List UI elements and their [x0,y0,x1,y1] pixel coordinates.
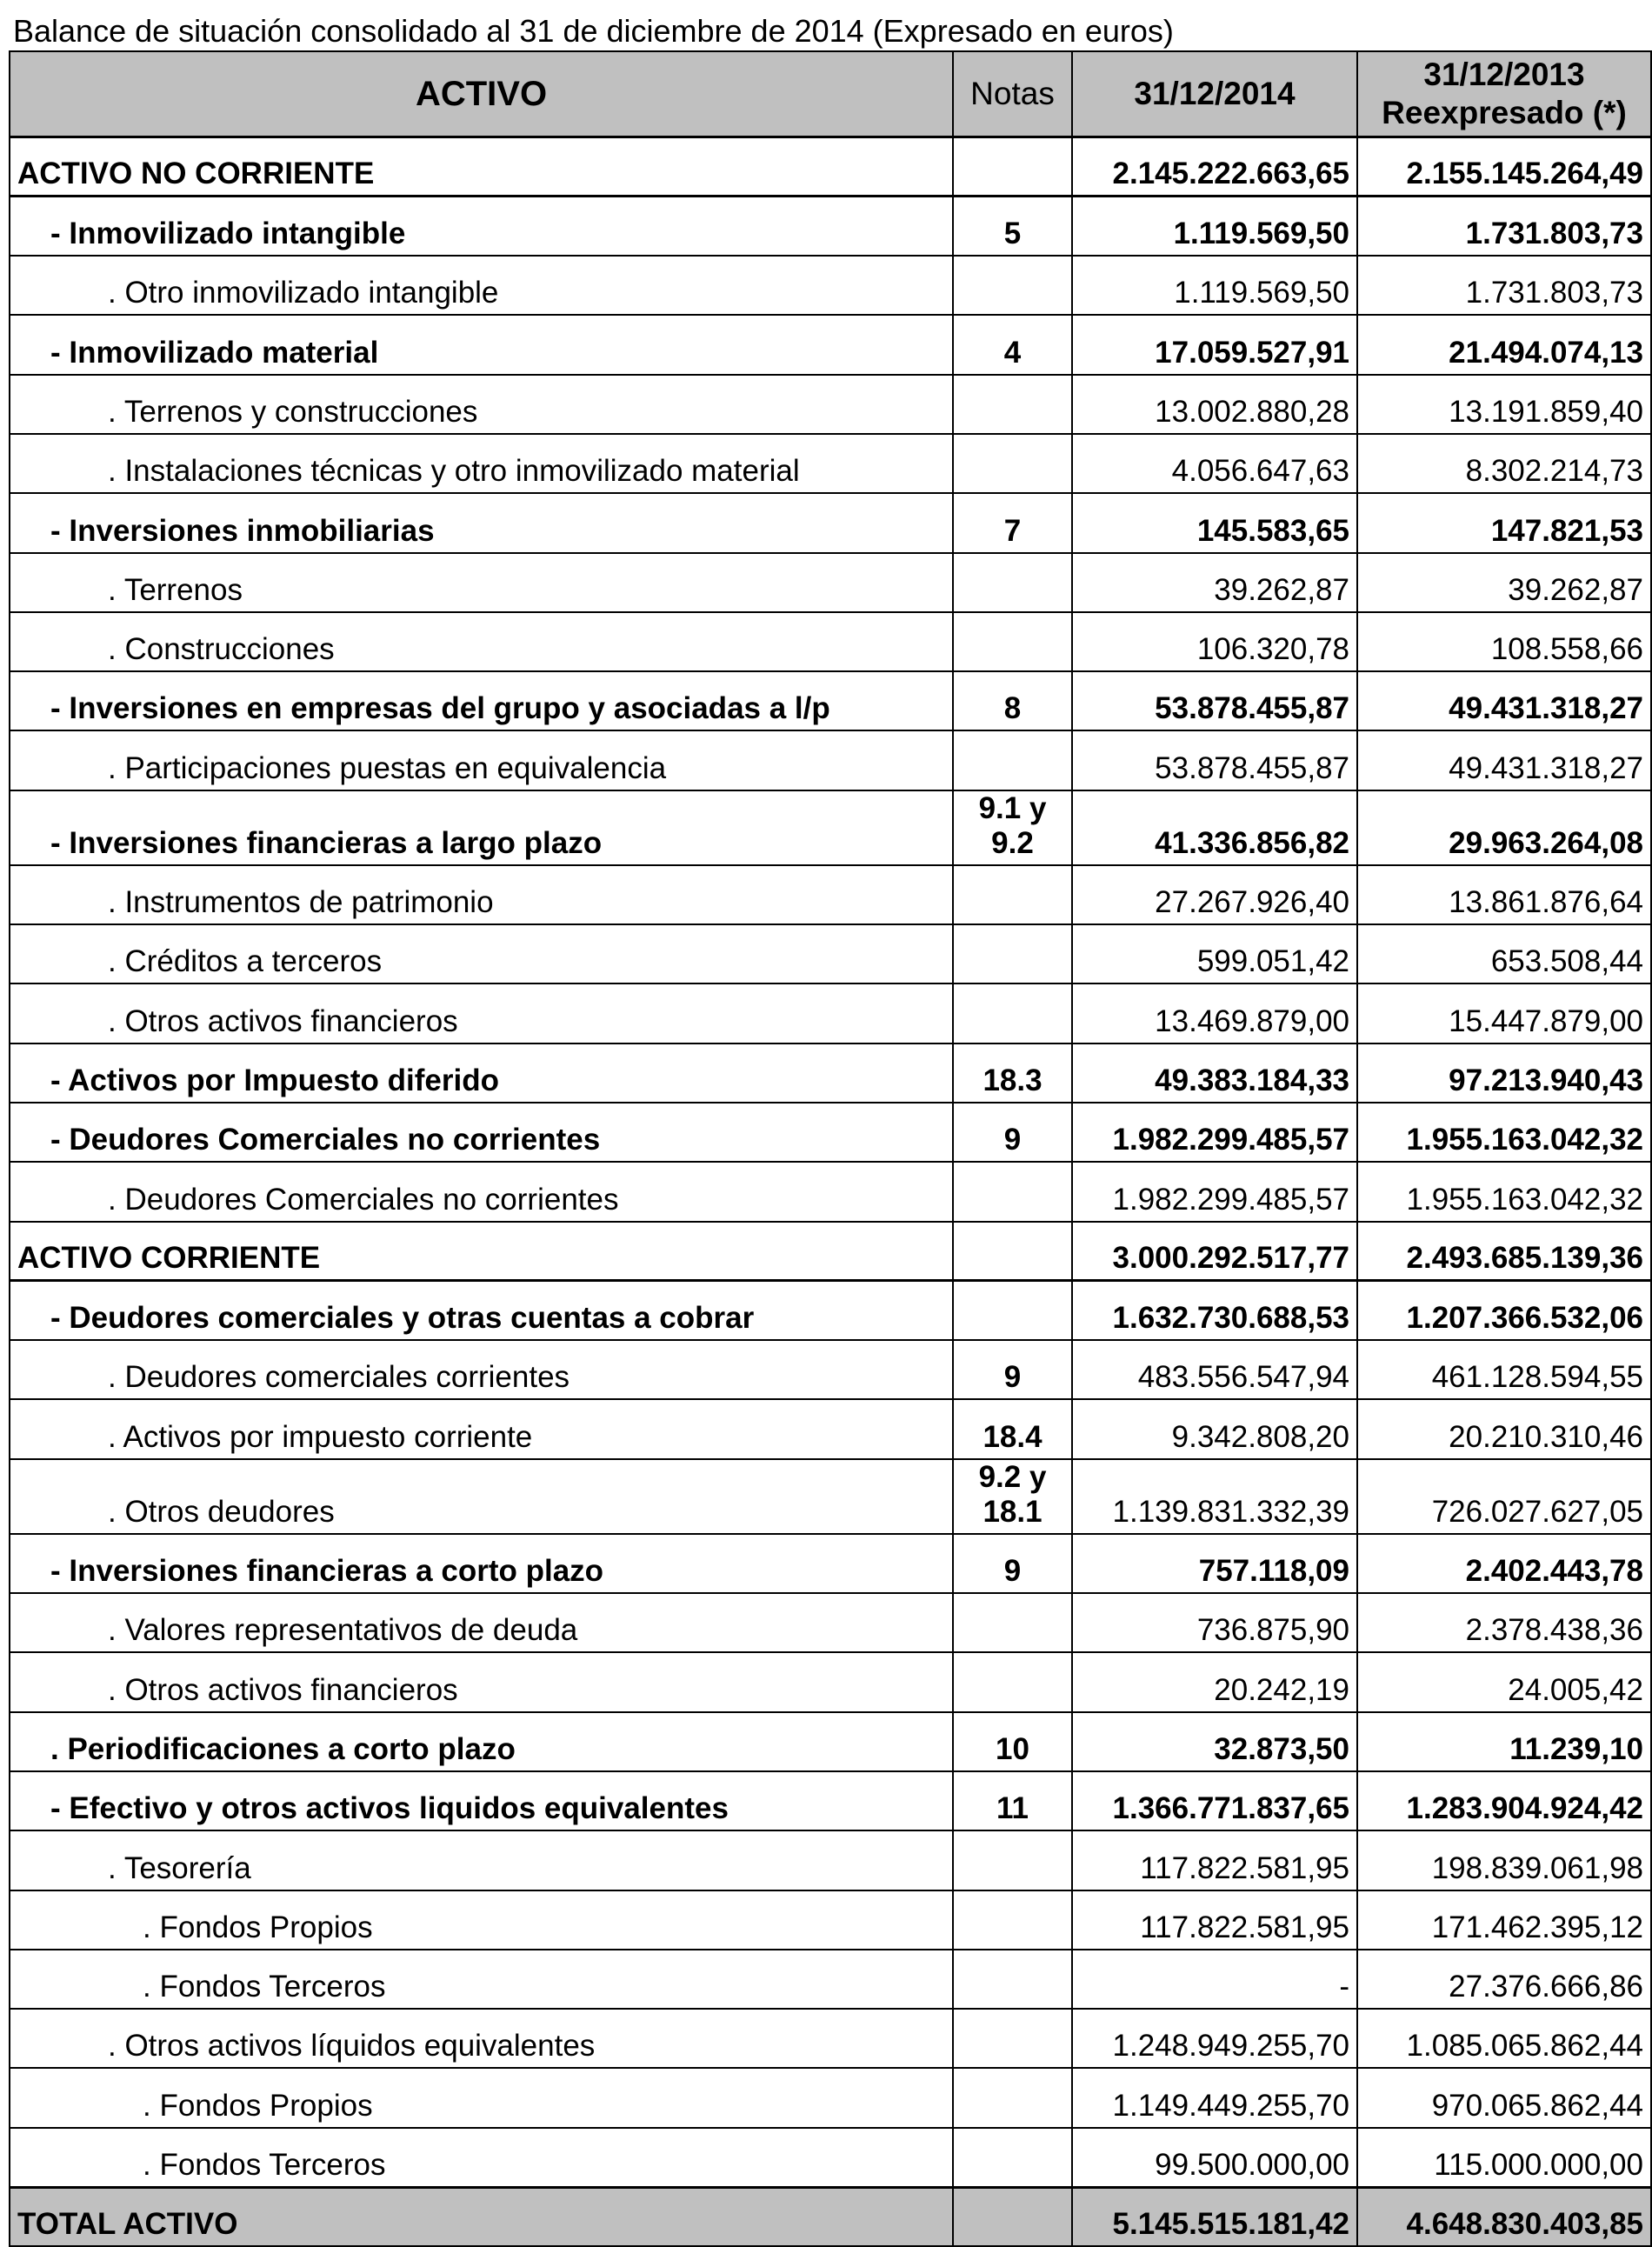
row-value-2013: 13.191.859,40 [1357,375,1651,434]
row-value-2014: 41.336.856,82 [1072,790,1357,865]
row-label: . Terrenos y construcciones [10,375,953,434]
row-notas [953,1830,1072,1890]
row-notas: 4 [953,315,1072,374]
row-value-2014: 1.982.299.485,57 [1072,1103,1357,1162]
table-row [10,865,1651,924]
row-value-2013: 108.558,66 [1357,612,1651,671]
row-value-2014: 53.878.455,87 [1072,730,1357,790]
table-row [10,1103,1651,1162]
notas-line: 18.1 [983,1494,1042,1529]
row-value-2013: 970.065.862,44 [1357,2068,1651,2127]
header-year-2013-date: 31/12/2013 [1423,57,1585,92]
table-row [10,1890,1651,1950]
row-value-2013: 21.494.074,13 [1357,315,1651,374]
table-row [10,1712,1651,1771]
row-label: . Tesorería [10,1830,953,1890]
row-label: . Otro inmovilizado intangible [10,256,953,315]
row-value-2014: 4.056.647,63 [1072,434,1357,493]
row-value-2013: 461.128.594,55 [1357,1340,1651,1399]
row-label: . Otros activos líquidos equivalentes [10,2009,953,2068]
row-notas [953,375,1072,434]
table-row [10,1950,1651,2009]
table-row [10,137,1651,197]
row-notas [953,612,1072,671]
row-label: . Fondos Terceros [10,1950,953,2009]
row-label: - Deudores comerciales y otras cuentas a cobrar [10,1281,953,1340]
row-value-2014: 27.267.926,40 [1072,865,1357,924]
row-label: . Participaciones puestas en equivalencia [10,730,953,790]
row-label: . Instrumentos de patrimonio [10,865,953,924]
row-value-2014: 145.583,65 [1072,493,1357,552]
row-label: . Deudores comerciales corrientes [10,1340,953,1399]
row-value-2014: - [1072,1950,1357,2009]
document-caption: Balance de situación consolidado al 31 de diciembre de 2014 (Expresado en euros) [13,13,1174,49]
header-year-2014: 31/12/2014 [1072,51,1357,137]
row-value-2014: 757.118,09 [1072,1534,1357,1593]
row-notas [953,2009,1072,2068]
row-value-2013: 1.207.366.532,06 [1357,1281,1651,1340]
row-notas [953,1162,1072,1221]
row-label: - Activos por Impuesto diferido [10,1043,953,1103]
table-row [10,983,1651,1043]
row-value-2013: 8.302.214,73 [1357,434,1651,493]
header-year-2013 [1357,51,1651,137]
table-row [10,1534,1651,1593]
row-value-2014: 1.982.299.485,57 [1072,1162,1357,1221]
row-value-2014: 736.875,90 [1072,1593,1357,1652]
row-notas: 8 [953,671,1072,730]
row-value-2013: 1.283.904.924,42 [1357,1771,1651,1830]
table-row [10,790,1651,865]
table-row [10,1399,1651,1458]
row-value-2014: 99.500.000,00 [1072,2128,1357,2187]
row-notas [953,1890,1072,1950]
row-notas: 9 [953,1534,1072,1593]
row-label: - Inmovilizado material [10,315,953,374]
row-value-2013: 147.821,53 [1357,493,1651,552]
row-label: . Otros deudores [10,1459,953,1534]
row-label: - Inversiones en empresas del grupo y asociadas a l/p [10,671,953,730]
table-row [10,730,1651,790]
row-value-2013: 171.462.395,12 [1357,1890,1651,1950]
table-row [10,612,1651,671]
notas-line: 9.2 y [978,1459,1047,1494]
row-notas: 7 [953,493,1072,552]
row-value-2013: 39.262,87 [1357,553,1651,612]
header-year-2013-note: Reexpresado (*) [1382,95,1627,130]
row-label: . Instalaciones técnicas y otro inmovilizado material [10,434,953,493]
row-notas [953,137,1072,197]
row-notas [953,2128,1072,2187]
row-value-2014: 1.632.730.688,53 [1072,1281,1357,1340]
row-label: . Valores representativos de deuda [10,1593,953,1652]
row-notas [953,1459,1072,1534]
row-value-2013: 653.508,44 [1357,924,1651,983]
row-value-2013: 49.431.318,27 [1357,671,1651,730]
row-label: - Inversiones financieras a corto plazo [10,1534,953,1593]
row-notas: 10 [953,1712,1072,1771]
table-row [10,1222,1651,1281]
row-value-2014: 1.248.949.255,70 [1072,2009,1357,2068]
table-row [10,1593,1651,1652]
row-notas: 9 [953,1340,1072,1399]
row-value-2014: 3.000.292.517,77 [1072,1222,1357,1281]
row-label: . Deudores Comerciales no corrientes [10,1162,953,1221]
row-value-2014: 32.873,50 [1072,1712,1357,1771]
header-notas: Notas [953,51,1072,137]
table-row [10,2068,1651,2127]
row-value-2013: 49.431.318,27 [1357,730,1651,790]
row-notas [953,1222,1072,1281]
row-notas [953,553,1072,612]
table-row [10,256,1651,315]
row-value-2013: 13.861.876,64 [1357,865,1651,924]
row-value-2013: 1.731.803,73 [1357,197,1651,256]
row-notas [953,256,1072,315]
row-notas: 11 [953,1771,1072,1830]
table-row [10,1340,1651,1399]
row-value-2014: 117.822.581,95 [1072,1830,1357,1890]
row-notas [953,790,1072,865]
table-row [10,197,1651,256]
table-row [10,375,1651,434]
row-notas [953,1281,1072,1340]
row-notas: 18.3 [953,1043,1072,1103]
row-label: - Inversiones financieras a largo plazo [10,790,953,865]
row-notas [953,983,1072,1043]
row-label: . Fondos Propios [10,2068,953,2127]
row-label: . Créditos a terceros [10,924,953,983]
table-row [10,493,1651,552]
row-value-2013: 1.085.065.862,44 [1357,2009,1651,2068]
row-value-2014: 117.822.581,95 [1072,1890,1357,1950]
row-value-2013: 2.378.438,36 [1357,1593,1651,1652]
table-header [10,51,1651,137]
row-notas [953,1593,1072,1652]
row-value-2014: 599.051,42 [1072,924,1357,983]
row-value-2013: 115.000.000,00 [1357,2128,1651,2187]
row-label: TOTAL ACTIVO [10,2187,953,2246]
table-body [10,137,1651,2247]
header-activo: ACTIVO [10,51,953,137]
row-value-2014: 5.145.515.181,42 [1072,2187,1357,2246]
row-value-2013: 97.213.940,43 [1357,1043,1651,1103]
row-value-2013: 27.376.666,86 [1357,1950,1651,2009]
row-value-2013: 29.963.264,08 [1357,790,1651,865]
table-row [10,2128,1651,2187]
row-label: - Deudores Comerciales no corrientes [10,1103,953,1162]
row-value-2014: 1.149.449.255,70 [1072,2068,1357,2127]
row-label: - Efectivo y otros activos liquidos equivalentes [10,1771,953,1830]
row-value-2014: 1.119.569,50 [1072,197,1357,256]
row-value-2014: 106.320,78 [1072,612,1357,671]
row-value-2013: 24.005,42 [1357,1652,1651,1711]
notas-line: 9.1 y [978,790,1047,825]
row-value-2013: 2.155.145.264,49 [1357,137,1651,197]
table-row [10,1771,1651,1830]
row-label: . Periodificaciones a corto plazo [10,1712,953,1771]
row-label: - Inversiones inmobiliarias [10,493,953,552]
table-row [10,1043,1651,1103]
row-value-2014: 1.366.771.837,65 [1072,1771,1357,1830]
row-label: . Activos por impuesto corriente [10,1399,953,1458]
row-value-2014: 483.556.547,94 [1072,1340,1357,1399]
row-notas [953,1652,1072,1711]
row-notas [953,434,1072,493]
row-label: . Construcciones [10,612,953,671]
row-value-2013: 11.239,10 [1357,1712,1651,1771]
row-label: . Otros activos financieros [10,983,953,1043]
row-value-2014: 20.242,19 [1072,1652,1357,1711]
row-value-2013: 2.402.443,78 [1357,1534,1651,1593]
row-value-2013: 4.648.830.403,85 [1357,2187,1651,2246]
row-value-2014: 9.342.808,20 [1072,1399,1357,1458]
row-value-2013: 726.027.627,05 [1357,1459,1651,1534]
table-row [10,671,1651,730]
row-label: . Fondos Propios [10,1890,953,1950]
table-row [10,1830,1651,1890]
row-value-2013: 198.839.061,98 [1357,1830,1651,1890]
row-value-2014: 13.002.880,28 [1072,375,1357,434]
row-notas: 9 [953,1103,1072,1162]
row-label: ACTIVO NO CORRIENTE [10,137,953,197]
table-row [10,315,1651,374]
row-value-2013: 1.731.803,73 [1357,256,1651,315]
table-row [10,2009,1651,2068]
row-label: - Inmovilizado intangible [10,197,953,256]
row-value-2014: 39.262,87 [1072,553,1357,612]
row-value-2014: 53.878.455,87 [1072,671,1357,730]
table-row [10,924,1651,983]
row-notas: 5 [953,197,1072,256]
table-row [10,1459,1651,1534]
row-value-2014: 49.383.184,33 [1072,1043,1357,1103]
row-label: . Otros activos financieros [10,1652,953,1711]
row-value-2014: 2.145.222.663,65 [1072,137,1357,197]
table-row [10,1162,1651,1221]
row-value-2013: 20.210.310,46 [1357,1399,1651,1458]
row-value-2014: 1.119.569,50 [1072,256,1357,315]
row-notas [953,730,1072,790]
row-value-2014: 17.059.527,91 [1072,315,1357,374]
row-notas [953,1950,1072,2009]
row-notas [953,865,1072,924]
table-row [10,2187,1651,2246]
table-row [10,1652,1651,1711]
row-value-2014: 13.469.879,00 [1072,983,1357,1043]
table-row [10,1281,1651,1340]
row-label: . Terrenos [10,553,953,612]
table-row [10,434,1651,493]
row-label: ACTIVO CORRIENTE [10,1222,953,1281]
row-value-2013: 1.955.163.042,32 [1357,1103,1651,1162]
balance-sheet-table [9,50,1652,2247]
row-notas [953,924,1072,983]
notas-line: 9.2 [991,825,1034,860]
row-value-2013: 1.955.163.042,32 [1357,1162,1651,1221]
table-row [10,553,1651,612]
row-value-2013: 15.447.879,00 [1357,983,1651,1043]
row-value-2014: 1.139.831.332,39 [1072,1459,1357,1534]
row-notas [953,2187,1072,2246]
row-notas [953,2068,1072,2127]
row-notas: 18.4 [953,1399,1072,1458]
row-label: . Fondos Terceros [10,2128,953,2187]
row-value-2013: 2.493.685.139,36 [1357,1222,1651,1281]
